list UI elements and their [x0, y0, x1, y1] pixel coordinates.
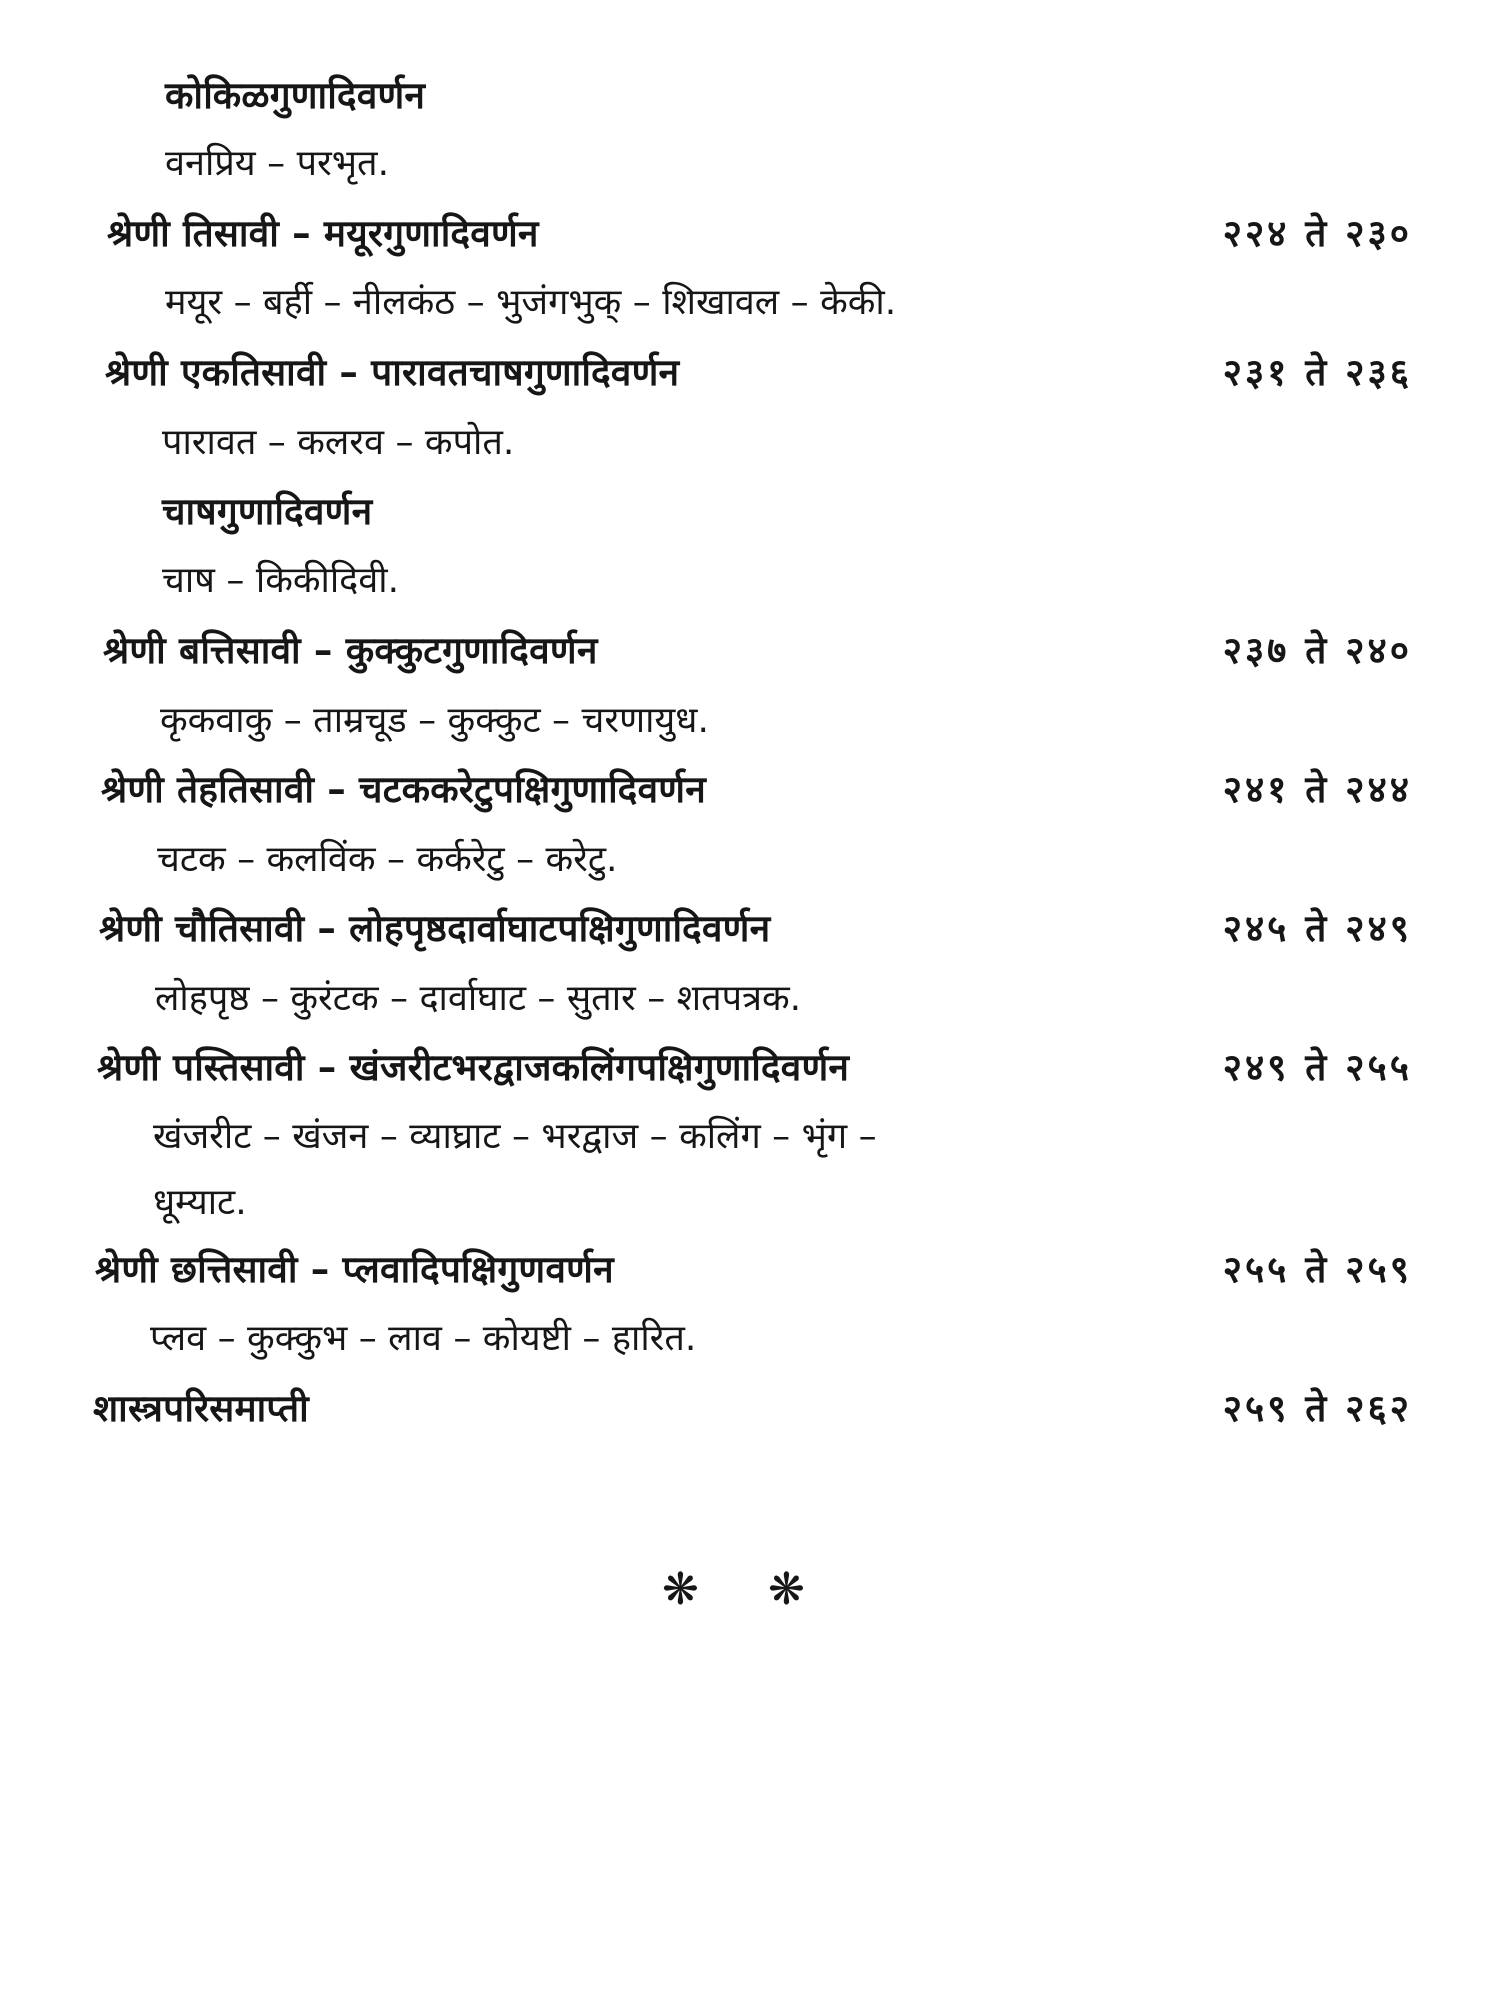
- toc-page-range: २३१ ते २३६: [1222, 351, 1412, 394]
- toc-items-row: [0, 1306, 1500, 1372]
- toc-items-row: [0, 410, 1500, 476]
- toc-entry-conclusion: [0, 1376, 1500, 1442]
- toc-heading: श्रेणी एकतिसावी – पारावतचाषगुणादिवर्णन: [105, 351, 680, 394]
- toc-entry-34: [0, 896, 1500, 962]
- toc-items: लोहपृष्ठ – कुरंटक – दार्वाघाट – सुतार – शतपत्रक.: [155, 978, 802, 1019]
- toc-items: मयूर – बर्ही – नीलकंठ – भुजंगभुक् – शिखावल – केकी.: [165, 282, 897, 323]
- toc-entry-31: [0, 340, 1500, 406]
- toc-items: पारावत – कलरव – कपोत.: [162, 422, 515, 463]
- toc-items-row: [0, 966, 1500, 1032]
- toc-items: वनप्रिय – परभृत.: [165, 143, 390, 184]
- toc-items-row: [0, 270, 1500, 336]
- toc-heading: श्रेणी बत्तिसावी – कुक्कुटगुणादिवर्णन: [103, 629, 598, 672]
- toc-heading: कोकिळगुणादिवर्णन: [165, 74, 426, 117]
- toc-heading: श्रेणी चौतिसावी – लोहपृष्ठदार्वाघाटपक्षिगुणादिवर्णन: [99, 907, 771, 950]
- toc-page-range: २५५ ते २५९: [1222, 1248, 1412, 1291]
- toc-items-row: [0, 1104, 1500, 1170]
- toc-entry-koklila: [0, 63, 1500, 129]
- toc-items: खंजरीट – खंजन – व्याघ्राट – भरद्वाज – कलिंग – भृंग –: [153, 1116, 877, 1157]
- toc-heading: श्रेणी छत्तिसावी – प्लवादिपक्षिगुणवर्णन: [95, 1248, 614, 1291]
- toc-page-range: २४५ ते २४९: [1222, 907, 1412, 950]
- end-ornaments: [650, 1555, 850, 1625]
- toc-entry-30: [0, 201, 1500, 267]
- toc-entry-32: [0, 618, 1500, 684]
- toc-heading: श्रेणी तेहतिसावी – चटककरेटुपक्षिगुणादिवर्णन: [101, 768, 706, 811]
- toc-items-row-cont: [0, 1170, 1500, 1236]
- toc-heading: श्रेणी तिसावी – मयूरगुणादिवर्णन: [107, 212, 539, 255]
- toc-page-range: २४१ ते २४४: [1222, 768, 1412, 811]
- toc-heading: शास्त्रपरिसमाप्ती: [93, 1387, 309, 1430]
- asterism-icon: ❋: [662, 1564, 699, 1615]
- toc-items: चाष – किकीदिवी.: [162, 560, 400, 601]
- toc-items: कृकवाकु – ताम्रचूड – कुक्कुट – चरणायुध.: [160, 700, 709, 741]
- toc-heading: चाषगुणादिवर्णन: [162, 490, 373, 533]
- toc-entry-36: [0, 1237, 1500, 1303]
- toc-items: चटक – कलविंक – कर्करेटु – करेटु.: [157, 839, 618, 880]
- toc-heading: श्रेणी पस्तिसावी – खंजरीटभरद्वाजकलिंगपक्षिगुणादिवर्णन: [97, 1046, 850, 1089]
- toc-page-range: २२४ ते २३०: [1222, 212, 1412, 255]
- toc-items-row: [0, 827, 1500, 893]
- asterism-icon: ❋: [768, 1564, 805, 1615]
- toc-entry-chash: [0, 479, 1500, 545]
- toc-entry-33: [0, 757, 1500, 823]
- toc-items-row: [0, 131, 1500, 197]
- toc-page-range: २३७ ते २४०: [1222, 629, 1412, 672]
- toc-page-range: २५९ ते २६२: [1222, 1387, 1412, 1430]
- toc-entry-35: [0, 1035, 1500, 1101]
- toc-items: प्लव – कुक्कुभ – लाव – कोयष्टी – हारित.: [150, 1318, 697, 1359]
- toc-items-row: [0, 548, 1500, 614]
- toc-page-range: २४९ ते २५५: [1222, 1046, 1412, 1089]
- toc-items: धूम्याट.: [153, 1182, 247, 1223]
- toc-items-row: [0, 688, 1500, 754]
